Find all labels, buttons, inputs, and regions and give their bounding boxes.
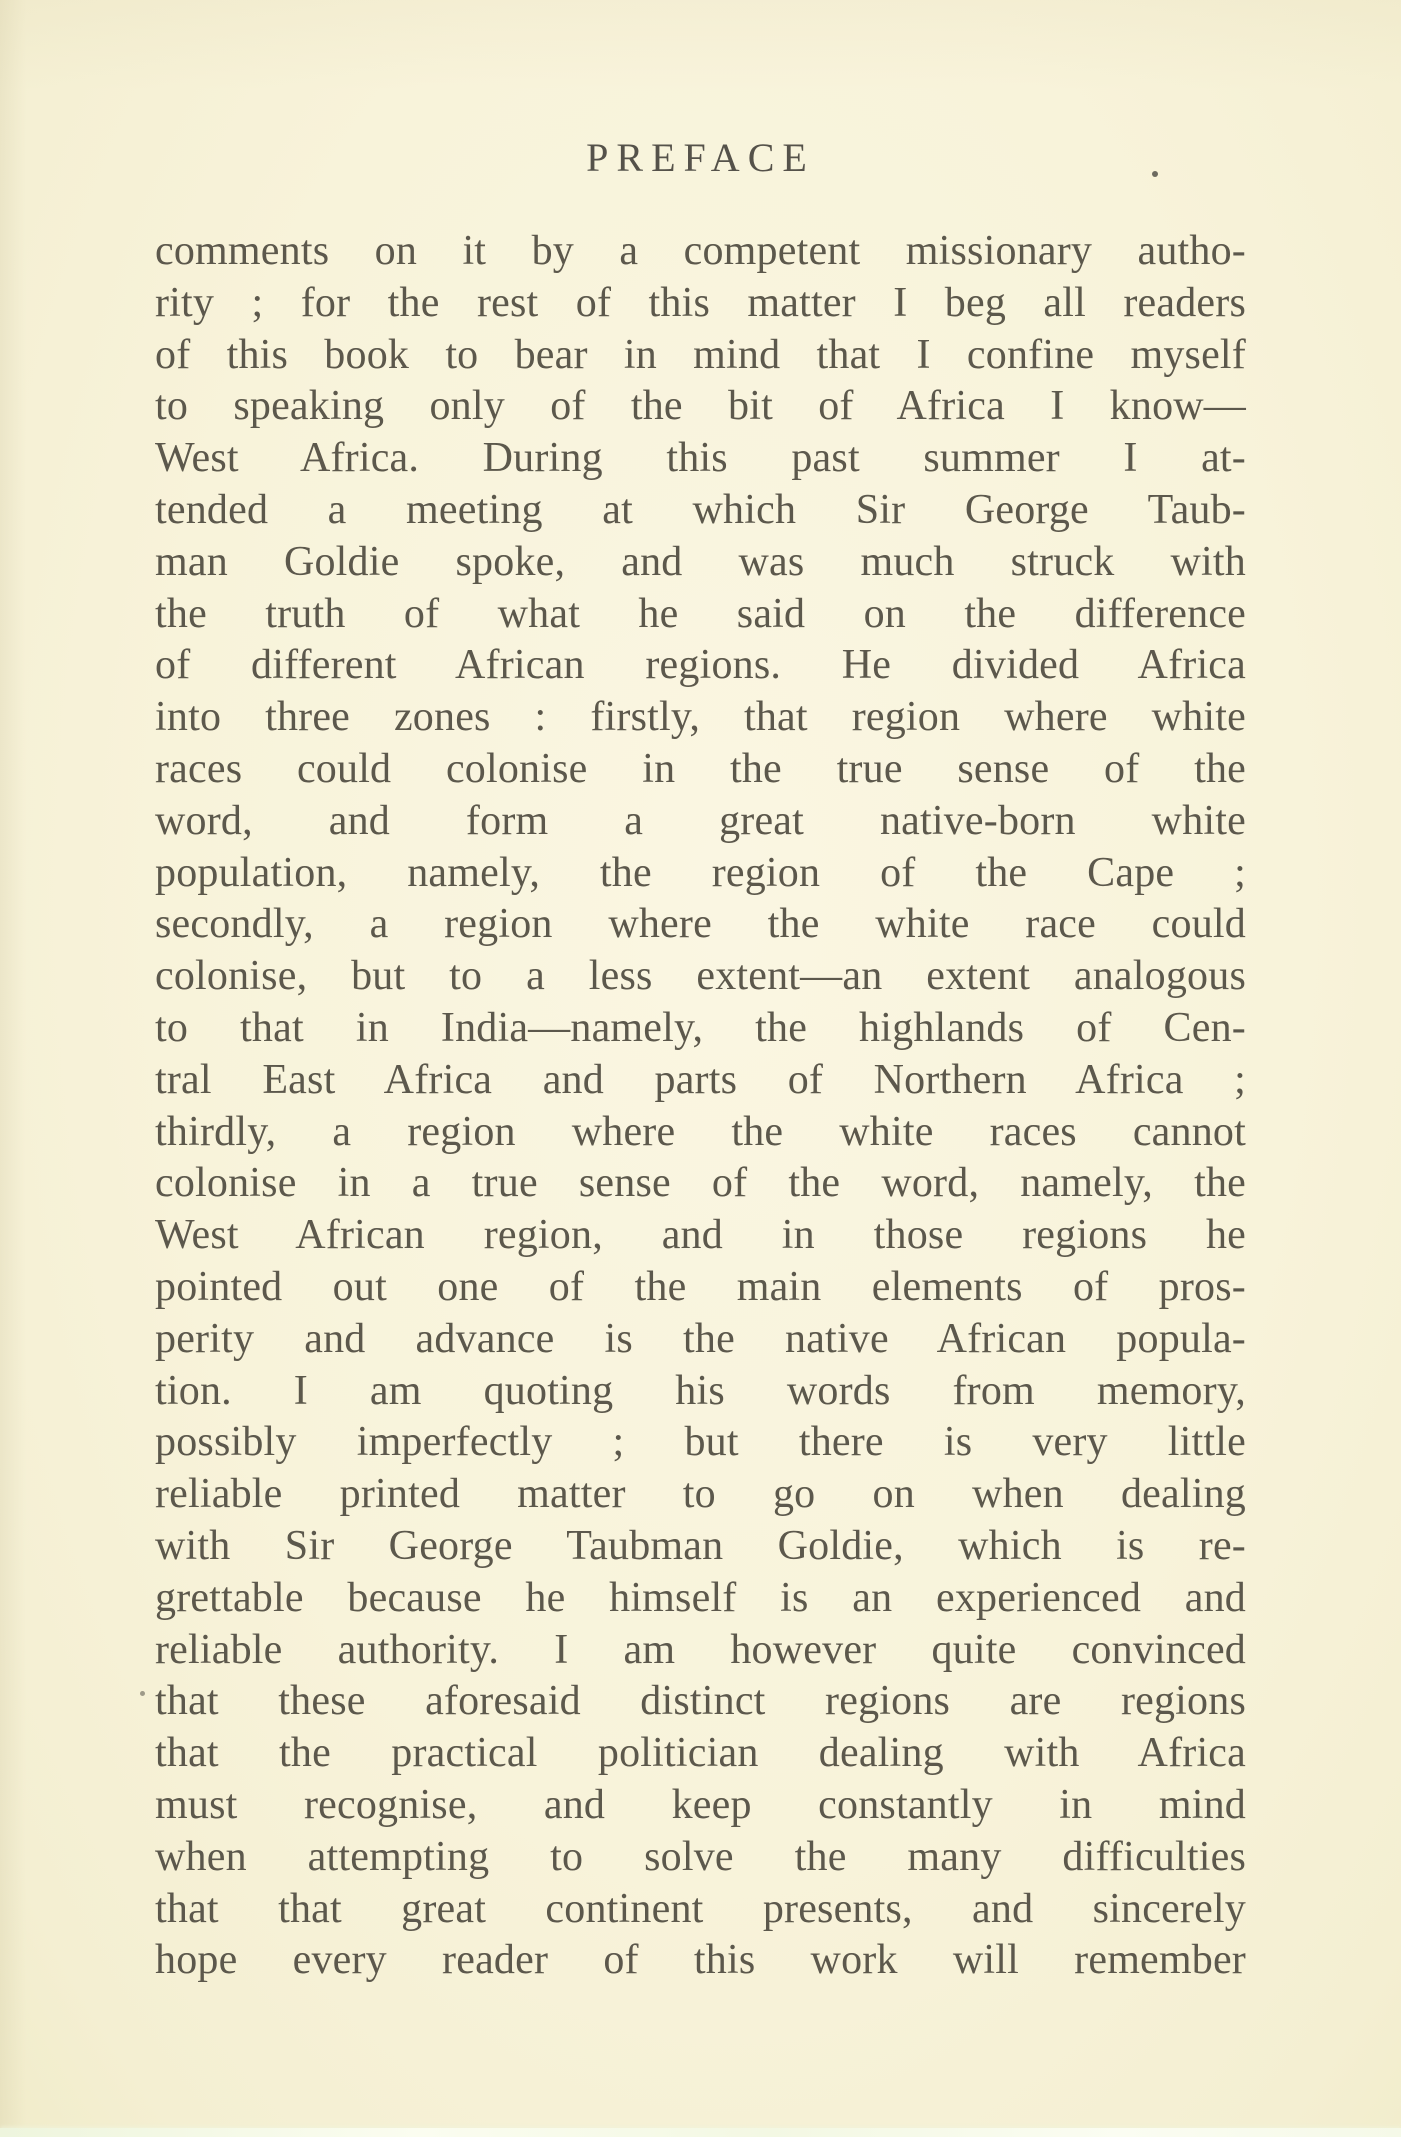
text-line: man Goldie spoke, and was much struck with bbox=[155, 538, 1246, 585]
text-line: into three zones : firstly, that region where white bbox=[155, 694, 1246, 741]
text-line: comments on it by a competent missionary autho- bbox=[155, 228, 1246, 274]
text-line: must recognise, and keep constantly in mind bbox=[155, 1781, 1246, 1828]
text-line: tion. I am quoting his words from memory, bbox=[155, 1367, 1246, 1414]
text-line: reliable printed matter to go on when dealing bbox=[155, 1471, 1246, 1518]
text-line: with Sir George Taubman Goldie, which is re- bbox=[155, 1522, 1246, 1569]
text-line: the truth of what he said on the difference bbox=[155, 590, 1246, 637]
text-line: grettable because he himself is an experienced and bbox=[155, 1574, 1246, 1621]
ink-speck bbox=[1152, 171, 1158, 177]
ink-speck bbox=[140, 1691, 145, 1696]
text-line: reliable authority. I am however quite convinced bbox=[155, 1626, 1246, 1673]
text-line: that the practical politician dealing with Africa bbox=[155, 1730, 1246, 1777]
bottom-edge-strip bbox=[0, 2128, 1401, 2137]
text-line: of different African regions. He divided Africa bbox=[155, 642, 1246, 689]
text-line: that these aforesaid distinct regions are regions bbox=[155, 1678, 1246, 1725]
text-line: West African region, and in those regions he bbox=[155, 1212, 1246, 1259]
text-line: word, and form a great native-born white bbox=[155, 797, 1246, 844]
text-line: population, namely, the region of the Cape ; bbox=[155, 849, 1246, 896]
text-line: races could colonise in the true sense of the bbox=[155, 745, 1246, 792]
text-line: hope every reader of this work will remember bbox=[155, 1937, 1246, 1984]
text-line: rity ; for the rest of this matter I beg all readers bbox=[155, 279, 1246, 326]
text-line: of this book to bear in mind that I confine myself bbox=[155, 331, 1246, 378]
text-line: when attempting to solve the many difficulties bbox=[155, 1833, 1246, 1880]
text-line: colonise, but to a less extent—an extent analogous bbox=[155, 953, 1246, 1000]
text-line: tended a meeting at which Sir George Taub- bbox=[155, 486, 1246, 533]
text-line: perity and advance is the native African popula- bbox=[155, 1315, 1246, 1362]
text-line: secondly, a region where the white race could bbox=[155, 901, 1246, 948]
text-line: to that in India—namely, the highlands of Cen- bbox=[155, 1004, 1246, 1051]
text-line: colonise in a true sense of the word, namely, the bbox=[155, 1160, 1246, 1207]
text-line: pointed out one of the main elements of pros- bbox=[155, 1263, 1246, 1310]
page-header: PREFACE bbox=[586, 135, 815, 180]
text-line: that that great continent presents, and sincerely bbox=[155, 1885, 1246, 1932]
text-line: to speaking only of the bit of Africa I know— bbox=[155, 383, 1246, 430]
body-text bbox=[155, 226, 1246, 1987]
text-line: possibly imperfectly ; but there is very little bbox=[155, 1419, 1246, 1466]
text-line: West Africa. During this past summer I at- bbox=[155, 435, 1246, 482]
text-line: thirdly, a region where the white races cannot bbox=[155, 1108, 1246, 1155]
text-line: tral East Africa and parts of Northern Africa ; bbox=[155, 1056, 1246, 1103]
